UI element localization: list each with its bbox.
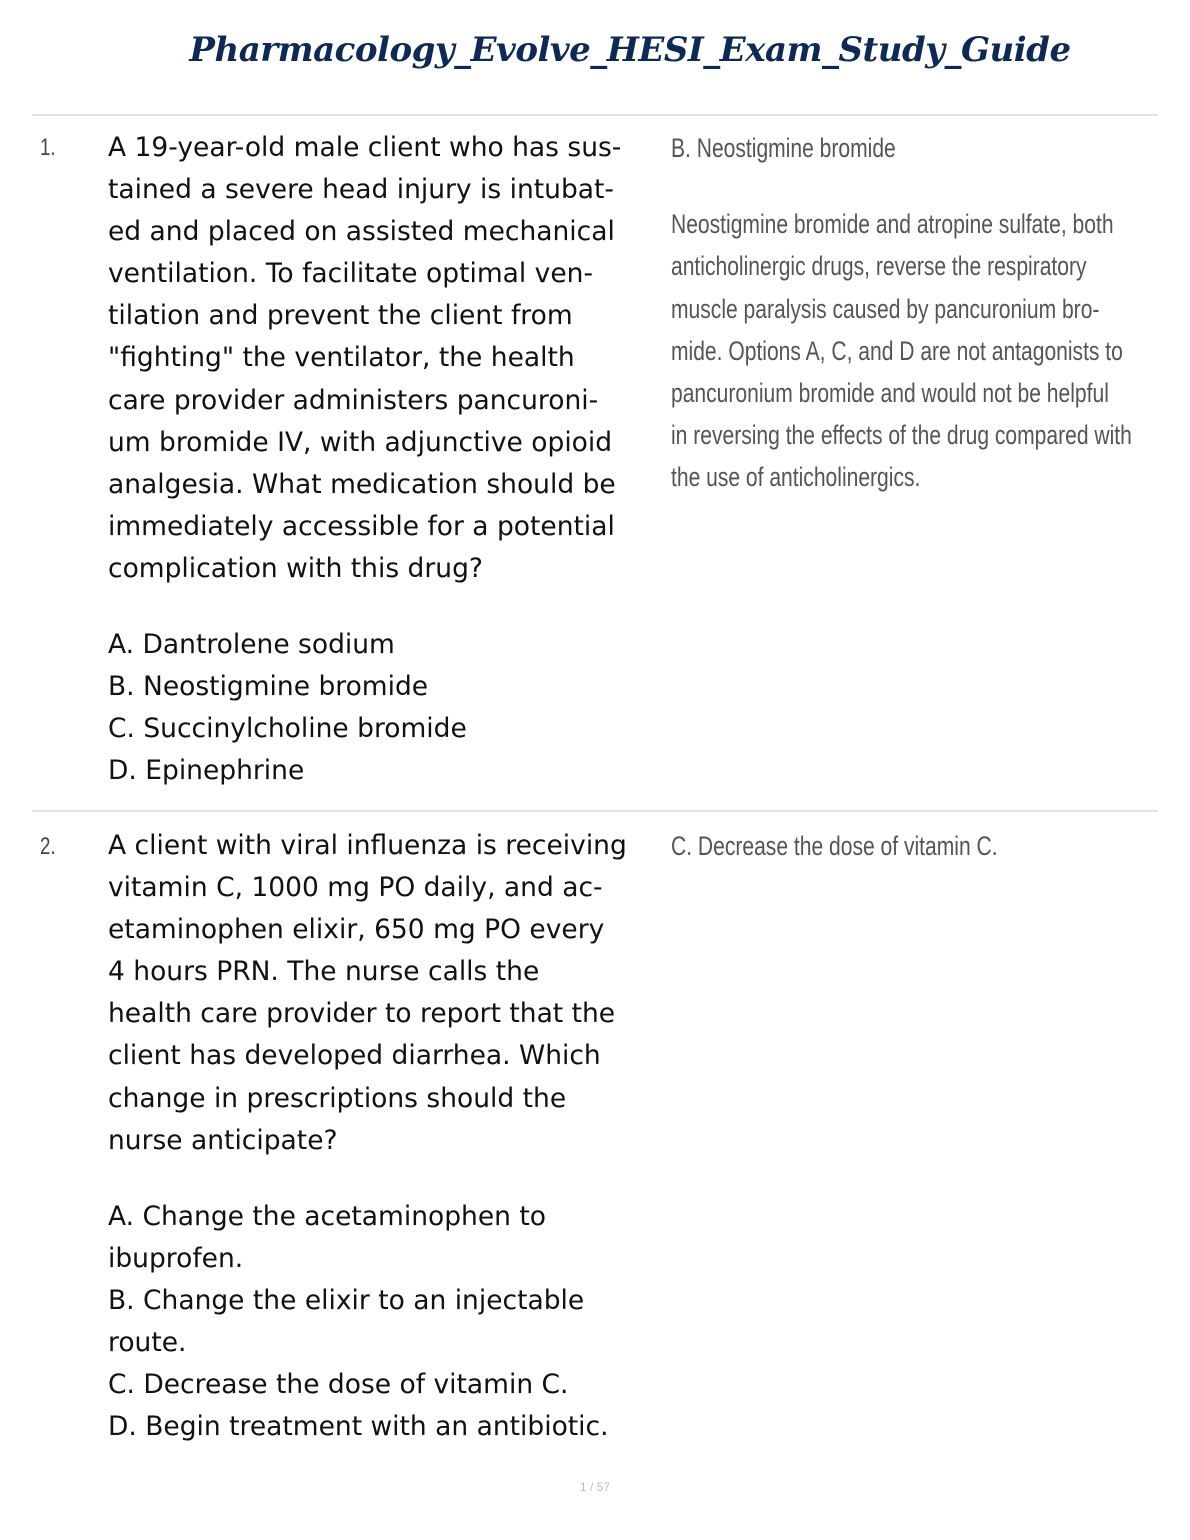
divider-top [32, 114, 1158, 116]
question-line: A client with viral influenza is receiving [108, 830, 627, 861]
question-1-text [108, 127, 664, 590]
question-line: nurse anticipate? [108, 1124, 338, 1156]
question-line: immediately accessible for a potential [108, 510, 615, 542]
question-line: tained a severe head injury is intubat- [108, 174, 614, 206]
question-1-options [108, 624, 664, 792]
divider-middle [32, 810, 1158, 812]
answer-label: B. Neostigmine bromide [671, 133, 896, 163]
option-c: C. Succinylcholine bromide [108, 713, 467, 744]
option-b-continued: route. [108, 1327, 187, 1358]
question-line: care provider administers pancuroni- [108, 384, 599, 416]
question-line: A 19-year-old male client who has sus- [108, 132, 622, 163]
option-c: C. Decrease the dose of vitamin C. [108, 1369, 569, 1400]
rationale-line: in reversing the effects of the drug compared with [671, 420, 1132, 451]
rationale-line: anticholinergic drugs, reverse the respiratory [671, 251, 1087, 282]
question-line: client has developed diarrhea. Which [108, 1040, 601, 1072]
question-line: change in prescriptions should the [108, 1082, 567, 1114]
question-1-number: 1. [40, 134, 56, 161]
question-1-answer [671, 127, 1139, 499]
answer-label: C. Decrease the dose of vitamin C. [671, 831, 998, 861]
question-line: tilation and prevent the client from [108, 300, 573, 332]
option-a-continued: ibuprofen. [108, 1243, 244, 1274]
question-line: etaminophen elixir, 650 mg PO every [108, 914, 605, 946]
rationale-line: muscle paralysis caused by pancuronium bro- [671, 293, 1100, 324]
rationale-line: mide. Options A, C, and D are not antagonists to [671, 335, 1123, 366]
question-line: um bromide IV, with adjunctive opioid [108, 426, 613, 458]
question-line: complication with this drug? [108, 552, 483, 584]
question-line: health care provider to report that the [108, 998, 616, 1030]
question-2-number: 2. [40, 833, 56, 860]
rationale-line: Neostigmine bromide and atropine sulfate, both [671, 209, 1114, 240]
page-indicator: 1 / 57 [579, 1480, 611, 1494]
question-2-options [108, 1196, 664, 1448]
question-line: vitamin C, 1000 mg PO daily, and ac- [108, 872, 603, 904]
option-d: D. Epinephrine [108, 755, 305, 786]
option-a: A. Change the acetaminophen to [108, 1201, 546, 1232]
rationale-line: pancuronium bromide and would not be helpful [671, 378, 1109, 409]
document-title: Pharmacology_Evolve_HESI_Exam_Study_Guide [189, 30, 1071, 70]
option-b: B. Change the elixir to an injectable [108, 1285, 585, 1316]
question-line: 4 hours PRN. The nurse calls the [108, 956, 540, 988]
question-line: ed and placed on assisted mechanical [108, 216, 615, 248]
question-line: ventilation. To facilitate optimal ven- [108, 258, 594, 290]
rationale-line: the use of anticholinergics. [671, 462, 921, 493]
option-b: B. Neostigmine bromide [108, 671, 429, 702]
option-d: D. Begin treatment with an antibiotic. [108, 1411, 609, 1442]
question-2-answer [671, 825, 1139, 867]
question-line: "fighting" the ventilator, the health [108, 342, 575, 374]
question-line: analgesia. What medication should be [108, 468, 616, 500]
question-2-text [108, 825, 664, 1162]
option-a: A. Dantrolene sodium [108, 629, 395, 660]
